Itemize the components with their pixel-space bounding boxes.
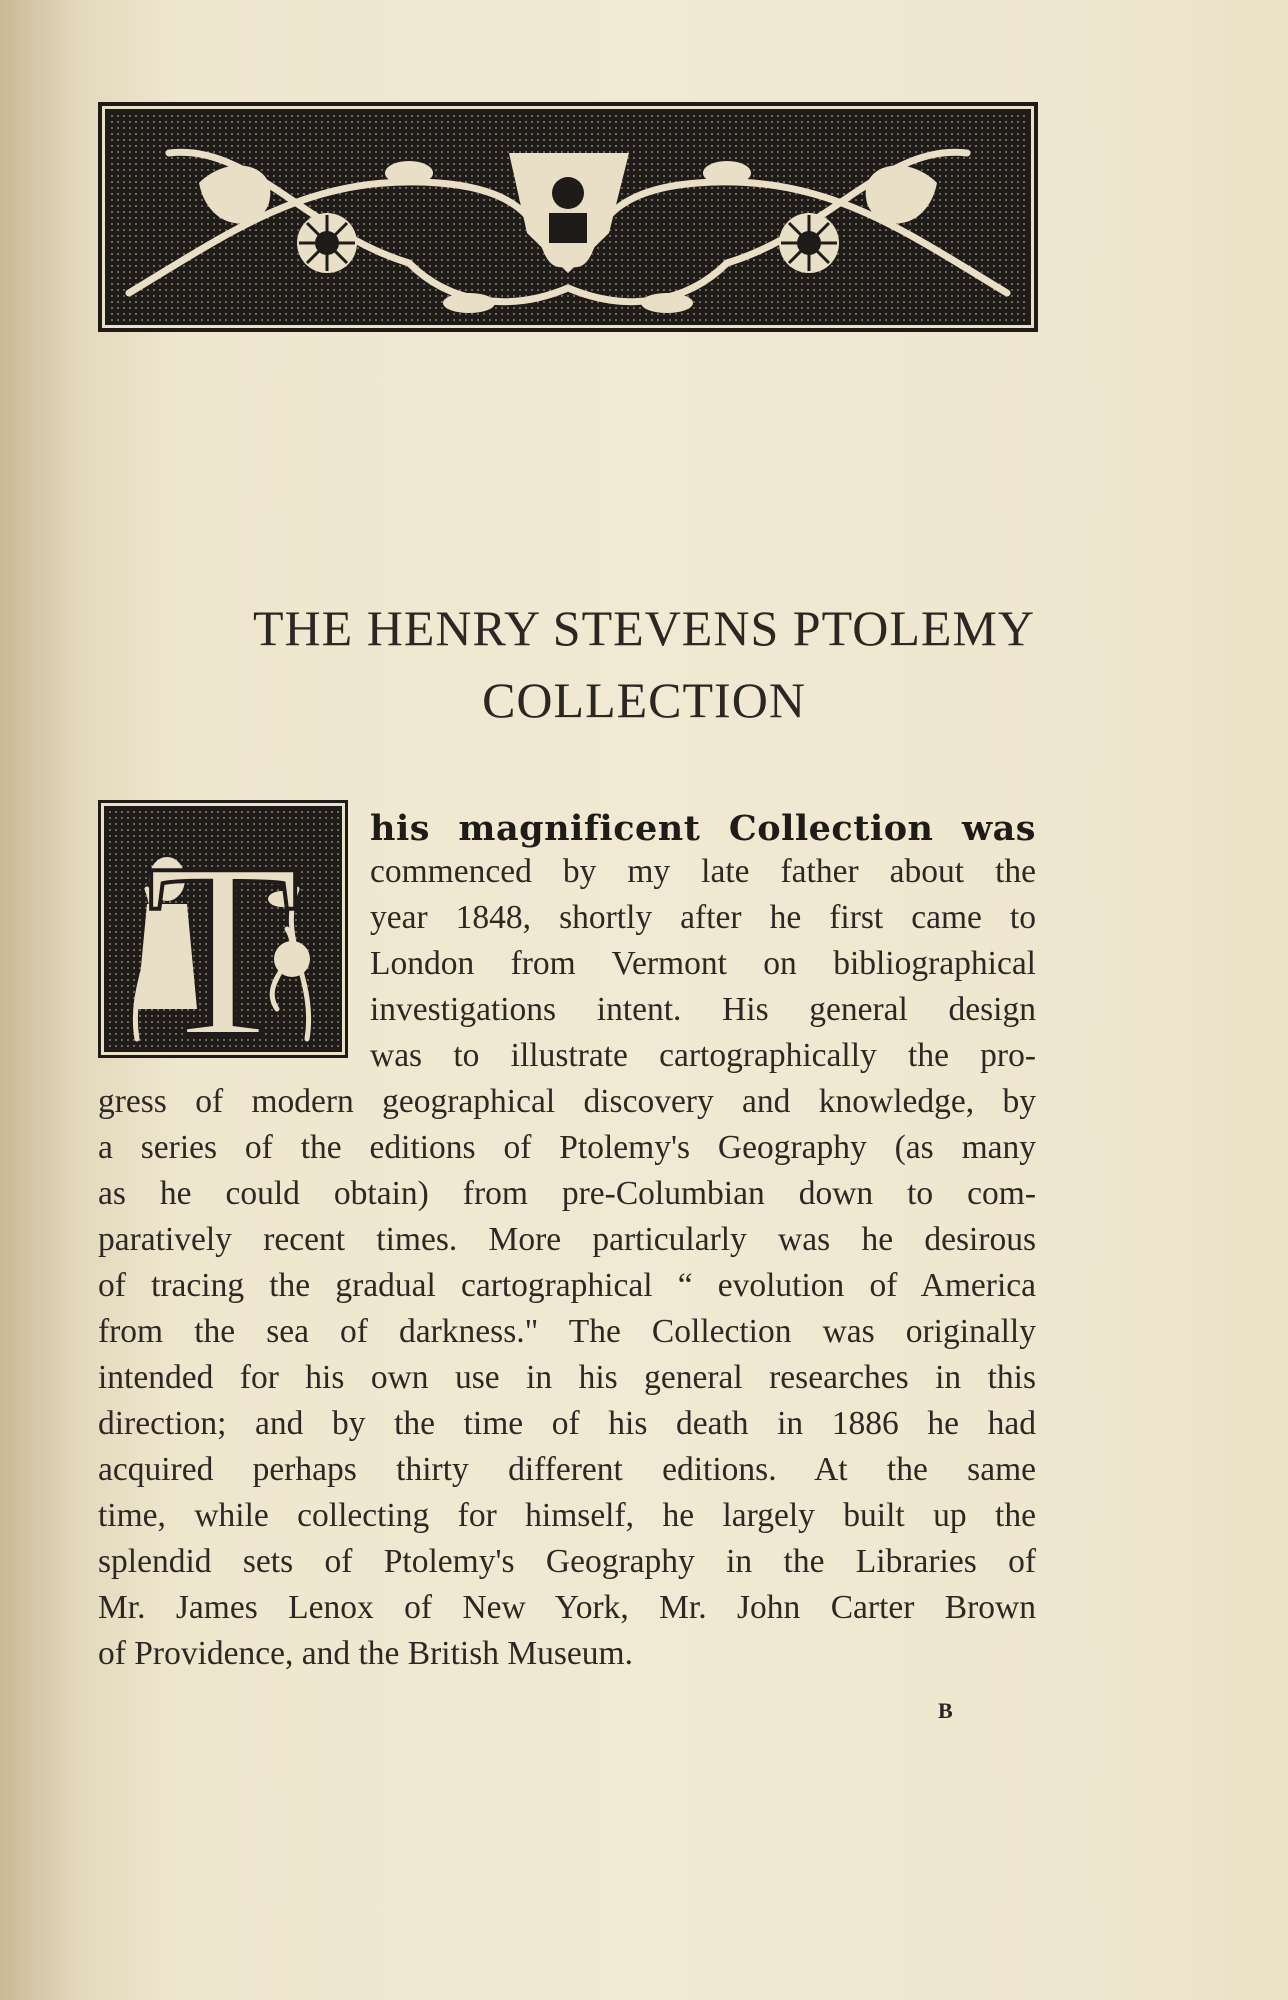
- body-line: gress of modern geographical discovery and knowledge, by: [98, 1083, 1036, 1120]
- chapter-title: [0, 592, 1288, 736]
- title-line-2: COLLECTION: [482, 672, 806, 728]
- body-line-last: of Providence, and the British Museum.: [98, 1635, 633, 1672]
- body-line: Mr. James Lenox of New York, Mr. John Carter Brown: [98, 1589, 1036, 1626]
- body-line: intended for his own use in his general researches in this: [98, 1359, 1036, 1396]
- title-line-1: THE HENRY STEVENS PTOLEMY: [253, 600, 1035, 656]
- body-line: direction; and by the time of his death in 1886 he had: [98, 1405, 1036, 1442]
- body-line: splendid sets of Ptolemy's Geography in the Libraries of: [98, 1543, 1036, 1580]
- body-line: of tracing the gradual cartographical “ evolution of America: [98, 1267, 1036, 1304]
- floral-ornament-image: [109, 113, 1027, 321]
- body-line: investigations intent. His general design: [370, 991, 1036, 1028]
- ornamental-headpiece: [98, 102, 1038, 332]
- body-line: from the sea of darkness." The Collection was originally: [98, 1313, 1036, 1350]
- body-line: commenced by my late father about the: [370, 853, 1036, 890]
- body-line: as he could obtain) from pre-Columbian down to com-: [98, 1175, 1036, 1212]
- decorated-initial: [98, 800, 348, 1058]
- initial-letter: T: [146, 812, 300, 1049]
- body-line: London from Vermont on bibliographical: [370, 945, 1036, 982]
- signature-mark: B: [938, 1698, 953, 1723]
- body-line: was to illustrate cartographically the pro-: [370, 1037, 1036, 1074]
- body-line: year 1848, shortly after he first came to: [370, 899, 1036, 936]
- opening-blackletter-line: his magnificent Collection was: [370, 808, 1036, 849]
- body-line: paratively recent times. More particularly was he desirous: [98, 1221, 1036, 1258]
- body-line: time, while collecting for himself, he largely built up the: [98, 1497, 1036, 1534]
- initial-letter-image: [107, 809, 339, 1049]
- body-line: a series of the editions of Ptolemy's Geography (as many: [98, 1129, 1036, 1166]
- body-line: acquired perhaps thirty different editions. At the same: [98, 1451, 1036, 1488]
